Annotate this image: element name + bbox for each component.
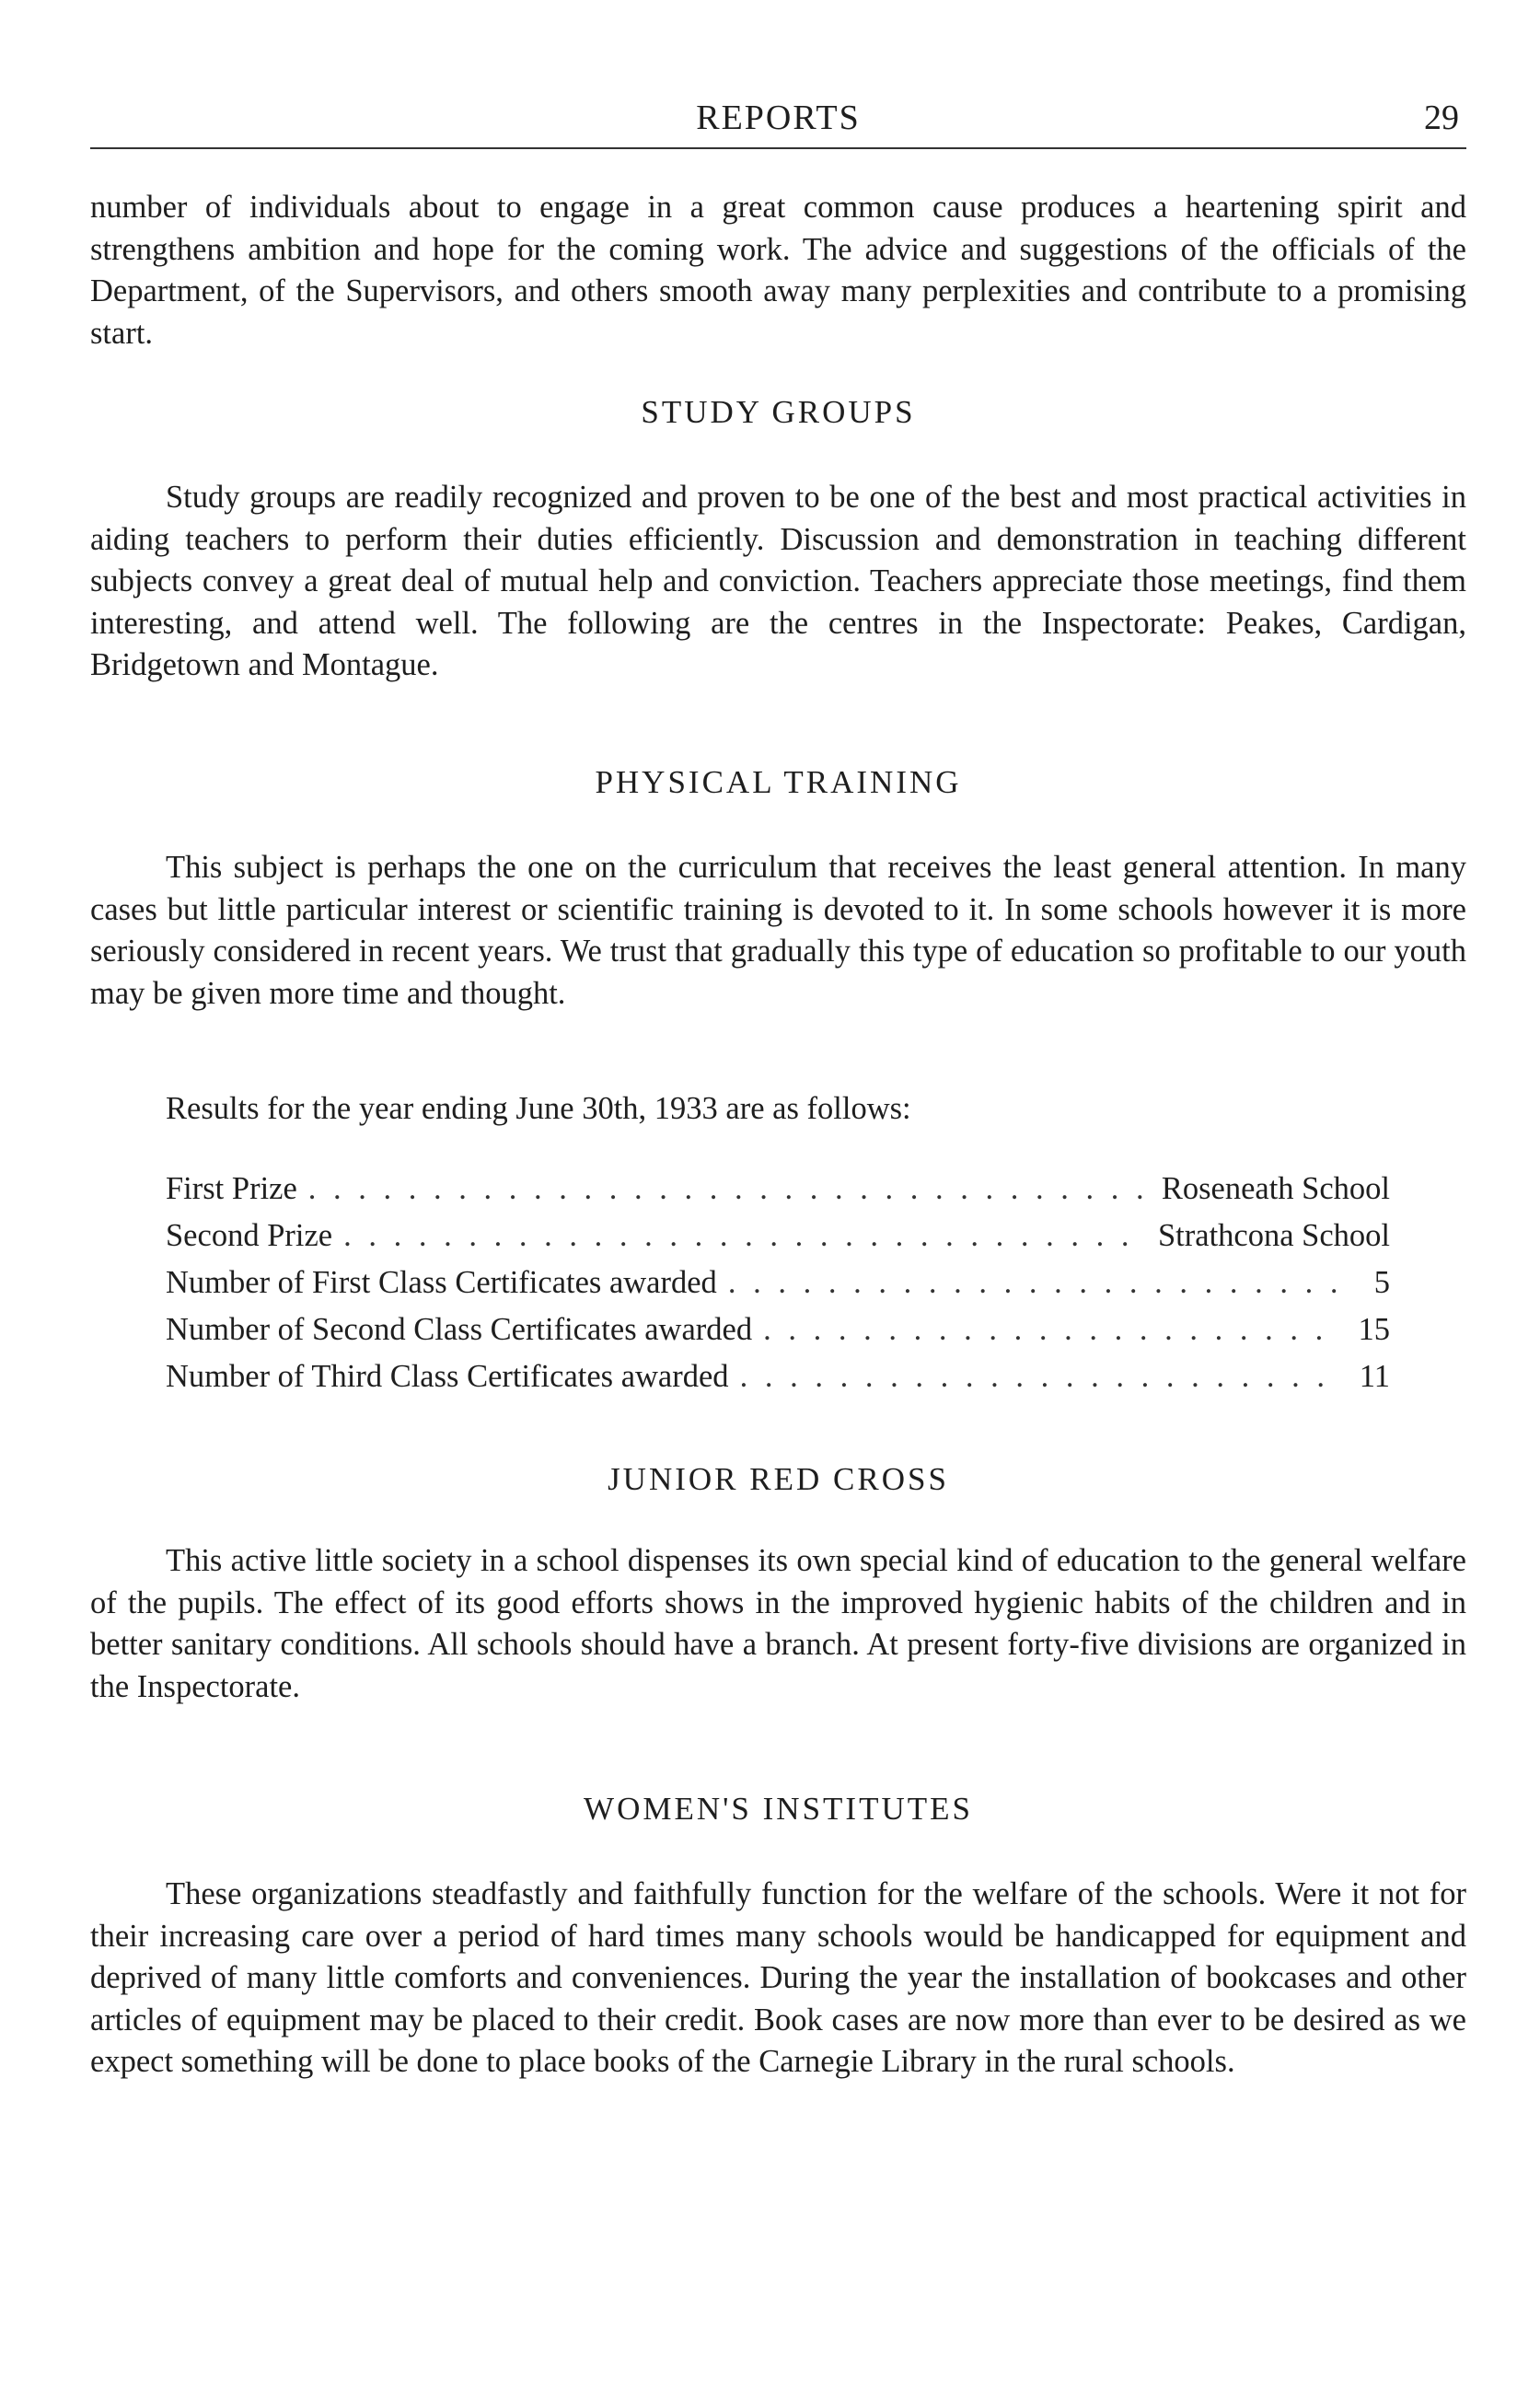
results-label: Number of First Class Certificates awarded [166,1265,717,1300]
results-row-first-prize [166,1171,1390,1218]
paragraph-physical-training: This subject is perhaps the one on the curriculum that receives the least general attention. In many cases but little particular interest or scientific training is devoted to it. In some schools however it is more seriously considered in recent years. We trust that gradually this type of education so profitable to our youth may be given more time and thought. [90,850,1466,1011]
section-heading-junior-red-cross: JUNIOR RED CROSS [608,1461,949,1497]
leader-dots [763,1312,1342,1348]
intro-paragraph: number of individuals about to engage in a great common cause produces a heartening spirit and strengthens ambition and hope for the coming work. The advice and suggestions of the officials of the Department, of the Supervisors, and others smooth away many perplexities and contribute to a promising start. [90,190,1466,351]
results-row-third-class [166,1359,1390,1406]
page-number: 29 [1424,99,1459,137]
section-body-junior-red-cross [90,1540,1466,1708]
section-heading-study-groups: STUDY GROUPS [641,394,916,430]
results-list [166,1171,1390,1406]
results-row-second-prize [166,1218,1390,1265]
section-body-womens-institutes [90,1874,1466,2084]
results-row-second-class [166,1312,1390,1359]
section-body-physical-training [90,847,1466,1015]
page-header [90,98,1466,153]
paragraph-study-groups: Study groups are readily recognized and proven to be one of the best and most practical activities in aiding teachers to perform their duties efficiently. Discussion and demonstration in teaching different subjects convey a great deal of mutual help and conviction. Teachers appreciate those meetings, find them interesting, and attend well. The following are the centres in the Inspectorate: Peakes, Cardigan, Bridgetown and Montague. [90,480,1466,682]
results-value: Roseneath School [1161,1171,1390,1206]
leader-dots [728,1265,1342,1301]
section-body-study-groups [90,477,1466,687]
results-value: 15 [1358,1312,1390,1347]
section-heading-womens-institutes: WOMEN'S INSTITUTES [584,1791,973,1827]
results-value: Strathcona School [1158,1218,1390,1253]
leader-dots [308,1171,1151,1207]
results-row-first-class [166,1265,1390,1312]
running-title: REPORTS [696,99,861,137]
results-intro: Results for the year ending June 30th, 1933 are as follows: [166,1091,911,1126]
section-heading-physical-training: PHYSICAL TRAINING [595,764,962,800]
paragraph-womens-institutes: These organizations steadfastly and faithfully function for the welfare of the schools. Were it not for their increasing care over a period of hard times many schools would be handicapped for equipment and deprived of many little comforts and conveniences. During the year the installation of bookcases and other articles of equipment may be placed to their credit. Book cases are now more than ever to be desired as we expect something will be done to place books of the Carnegie Library in the rural schools. [90,1876,1466,2079]
results-value: 5 [1373,1265,1390,1300]
paragraph-junior-red-cross: This active little society in a school dispenses its own special kind of education to the general welfare of the pupils. The effect of its good efforts shows in the improved hygienic habits of the children and in better sanitary conditions. All schools should have a branch. At present forty-five divisions are organized in the Inspectorate. [90,1543,1466,1704]
results-value: 11 [1359,1359,1390,1394]
results-label: Number of Second Class Certificates awarded [166,1312,753,1347]
leader-dots [343,1218,1147,1254]
results-label: Second Prize [166,1218,333,1253]
results-label: First Prize [166,1171,297,1206]
leader-dots [740,1359,1342,1395]
header-rule [90,147,1466,149]
intro-paragraph-block [90,187,1466,354]
results-label: Number of Third Class Certificates awarded [166,1359,729,1394]
